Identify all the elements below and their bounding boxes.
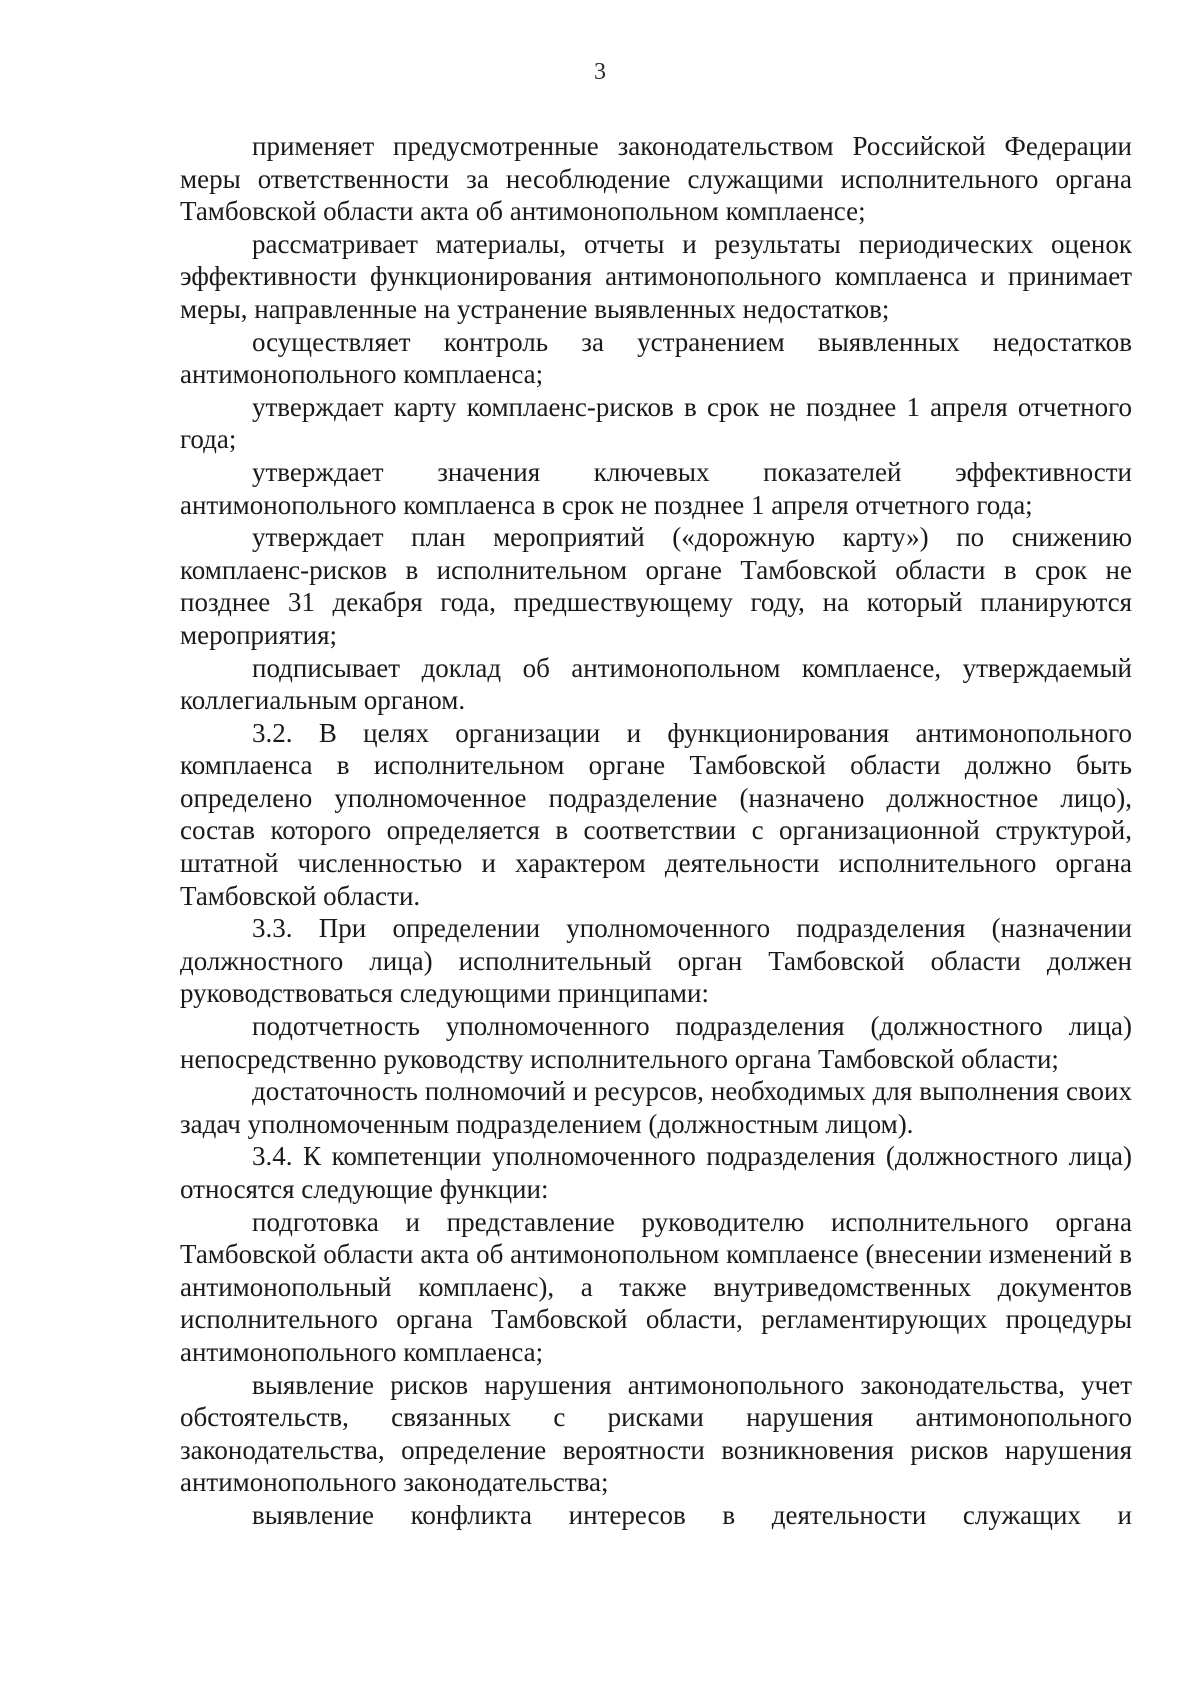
- paragraph: выявление рисков нарушения антимонопольного законодательства, учет обстоятельств, связанных с рисками нарушения антимонопольного законодательства, определение вероятности возникновения рисков нарушения антимонопольного законодательства;: [180, 1369, 1132, 1498]
- section-paragraph-3-3: 3.3. При определении уполномоченного подразделения (назначении должностного лица) исполнительный орган Тамбовской области должен руководствоваться следующими принципами:: [180, 913, 1132, 1009]
- paragraph: подготовка и представление руководителю исполнительного органа Тамбовской области акта об антимонопольном комплаенсе (внесении изменений в антимонопольный комплаенс), а также внутриведомственных документов исполнительного органа Тамбовской области, регламентирующих процедуры антимонопольного комплаенса;: [180, 1206, 1132, 1367]
- section-paragraph-3-2: 3.2. В целях организации и функционирования антимонопольного комплаенса в исполнительном органе Тамбовской области должно быть определено уполномоченное подразделение (назначено должностное лицо), состав которого определяется в соответствии с организационной структурой, штатной численностью и характером деятельности исполнительного органа Тамбовской области.: [180, 717, 1132, 911]
- paragraph: осуществляет контроль за устранением выявленных недостатков антимонопольного комплаенса;: [180, 326, 1132, 390]
- paragraph: достаточность полномочий и ресурсов, необходимых для выполнения своих задач уполномоченным подразделением (должностным лицом).: [180, 1076, 1132, 1139]
- paragraph: применяет предусмотренные законодательством Российской Федерации меры ответственности за несоблюдение служащими исполнительного органа Тамбовской области акта об антимонопольном комплаенсе;: [180, 131, 1132, 227]
- page-number: 3: [594, 59, 606, 85]
- paragraph: утверждает план мероприятий («дорожную карту») по снижению комплаенс-рисков в исполнительном органе Тамбовской области в срок не позднее 31 декабря года, предшествующему году, на который планируются мероприятия;: [180, 522, 1132, 650]
- paragraph: утверждает значения ключевых показателей эффективности антимонопольного комплаенса в срок не позднее 1 апреля отчетного года;: [180, 456, 1132, 520]
- section-paragraph-3-4: 3.4. К компетенции уполномоченного подразделения (должностного лица) относятся следующие функции:: [180, 1141, 1132, 1204]
- paragraph-continued: выявление конфликта интересов в деятельности служащих и: [252, 1499, 1132, 1530]
- paragraph: подписывает доклад об антимонопольном комплаенсе, утверждаемый коллегиальным органом.: [180, 652, 1132, 716]
- paragraph: утверждает карту комплаенс-рисков в срок не позднее 1 апреля отчетного года;: [180, 391, 1132, 455]
- paragraph: подотчетность уполномоченного подразделения (должностного лица) непосредственно руководству исполнительного органа Тамбовской области;: [180, 1011, 1132, 1074]
- document-body: [180, 130, 1132, 1532]
- paragraph: рассматривает материалы, отчеты и результаты периодических оценок эффективности функционирования антимонопольного комплаенса и принимает меры, направленные на устранение выявленных недостатков;: [180, 228, 1132, 324]
